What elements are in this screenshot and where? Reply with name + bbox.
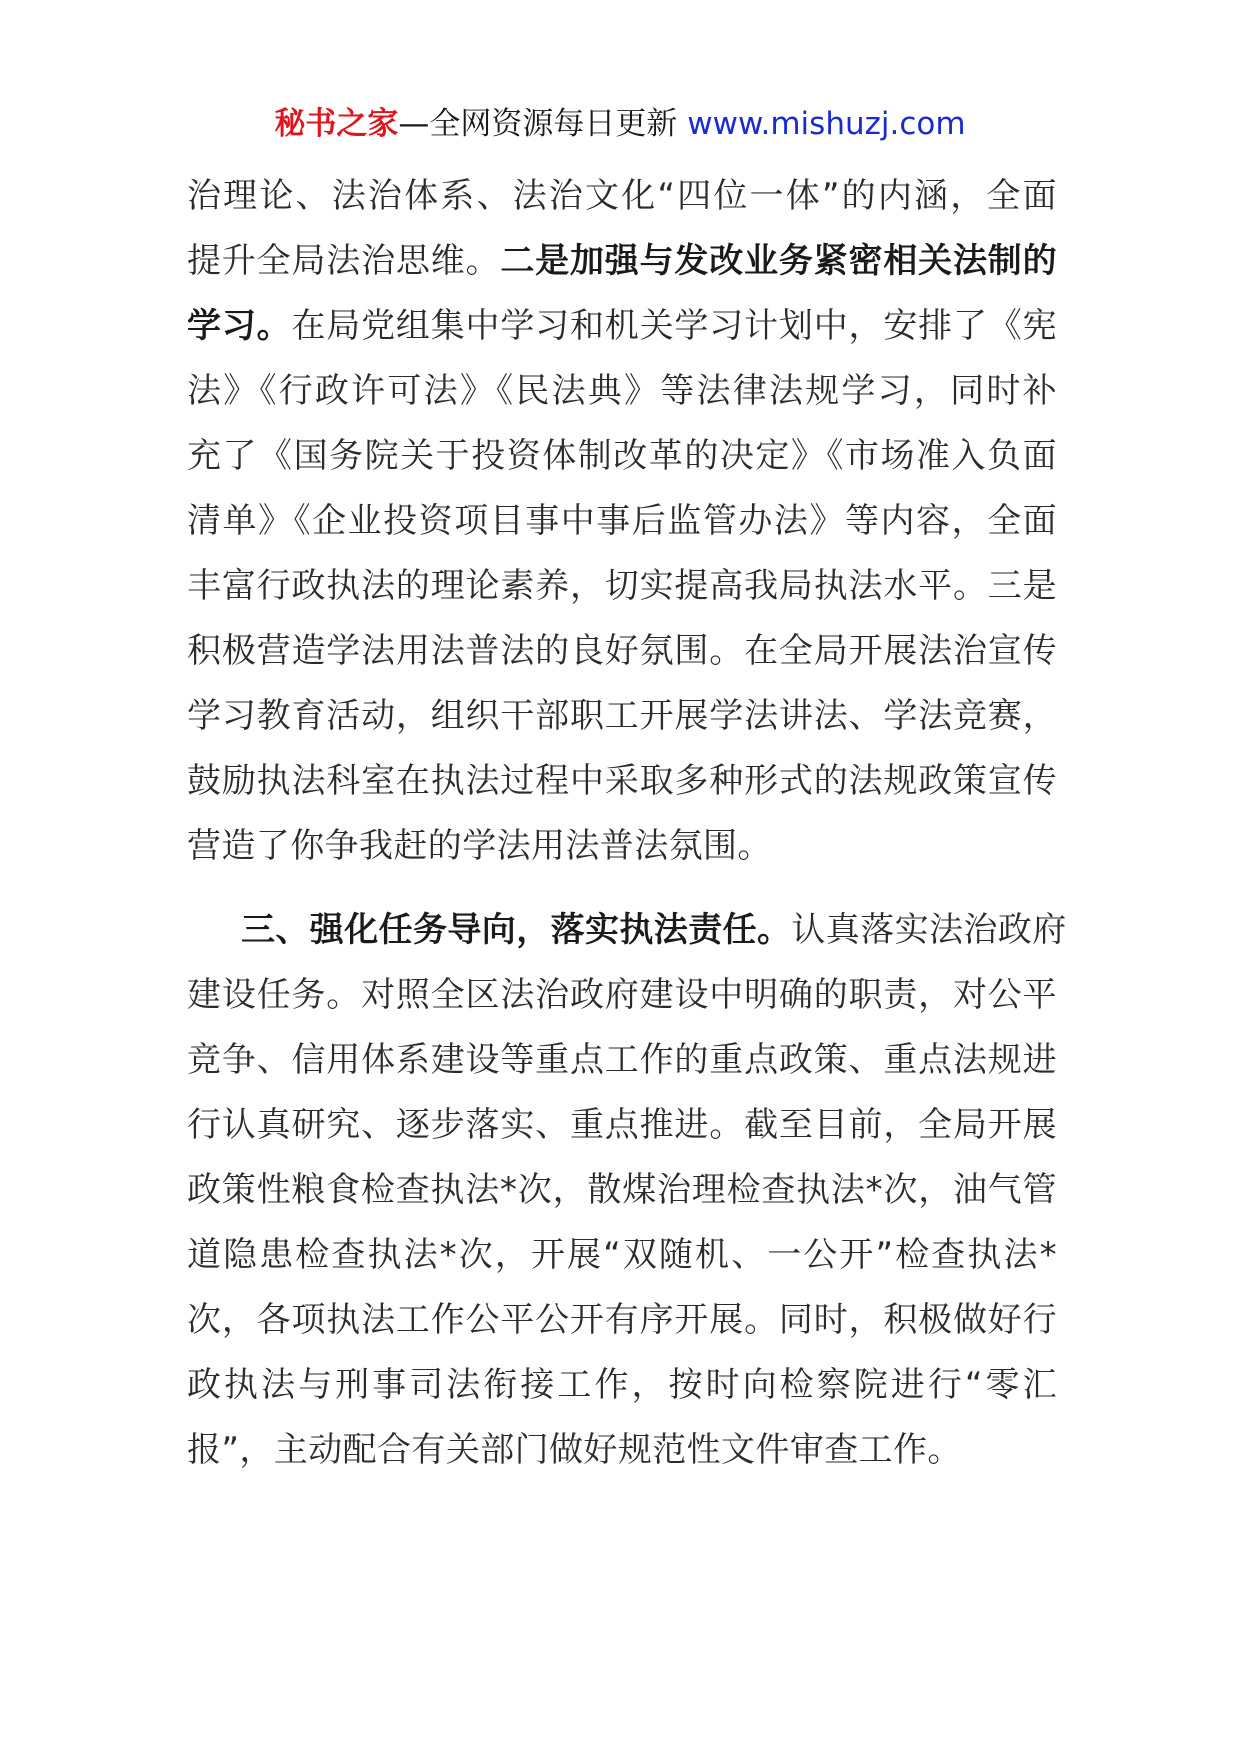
text-line: 法》《行政许可法》《民法典》等法律法规学习，同时补 (187, 371, 1057, 411)
text-line: 道隐患检查执法*次，开展“双随机、一公开”检查执法* (187, 1235, 1057, 1275)
text-line: 行认真研究、逐步落实、重点推进。截至目前，全局开展 (187, 1105, 1057, 1145)
text-line: 政执法与刑事司法衔接工作，按时向检察院进行“零汇 (187, 1365, 1057, 1405)
text-run: 认真落实法治政府 (791, 910, 1067, 950)
text-line: 次，各项执法工作公平公开有序开展。同时，积极做好行 (187, 1300, 1057, 1340)
site-header (0, 104, 1240, 144)
text-line: 竞争、信用体系建设等重点工作的重点政策、重点法规进 (187, 1040, 1057, 1080)
bold-heading-run: 学习。 (187, 306, 292, 346)
text-line: 建设任务。对照全区法治政府建设中明确的职责，对公平 (187, 975, 1057, 1015)
section-heading: 三、强化任务导向，落实执法责任。 (241, 910, 792, 950)
paragraph-spacer (187, 879, 1057, 898)
text-line: 积极营造学法用法普法的良好氛围。在全局开展法治宣传 (187, 631, 1057, 671)
paragraph-2 (187, 898, 1067, 1483)
header-tagline: —全网资源每日更新 (398, 106, 678, 142)
paragraph-1 (187, 164, 1057, 879)
text-line: 鼓励执法科室在执法过程中采取多种形式的法规政策宣传 (187, 761, 1057, 801)
site-url-link[interactable]: www.mishuzj.com (687, 106, 966, 142)
text-run: 提升全局法治思维。 (187, 241, 501, 281)
text-line (187, 898, 1067, 963)
text-line: 政策性粮食检查执法*次，散煤治理检查执法*次，油气管 (187, 1170, 1057, 1210)
text-line: 报”，主动配合有关部门做好规范性文件审查工作。 (187, 1430, 962, 1470)
text-line: 治理论、法治体系、法治文化“四位一体”的内涵，全面 (187, 176, 1057, 216)
text-line: 丰富行政执法的理论素养，切实提高我局执法水平。三是 (187, 566, 1057, 606)
bold-heading-run: 二是加强与发改业务紧密相关法制的 (500, 241, 1057, 281)
text-line: 学习教育活动，组织干部职工开展学法讲法、学法竞赛， (187, 696, 1057, 736)
text-line: 充了《国务院关于投资体制改革的决定》《市场准入负面 (187, 436, 1057, 476)
document-body (187, 164, 1067, 1483)
text-line (187, 229, 1057, 294)
text-line (187, 294, 1057, 359)
text-run: 在局党组集中学习和机关学习计划中，安排了《宪 (291, 306, 1057, 346)
text-line: 清单》《企业投资项目事中事后监管办法》等内容，全面 (187, 501, 1057, 541)
brand-name: 秘书之家 (274, 106, 399, 142)
text-line: 营造了你争我赶的学法用法普法氛围。 (187, 826, 772, 866)
